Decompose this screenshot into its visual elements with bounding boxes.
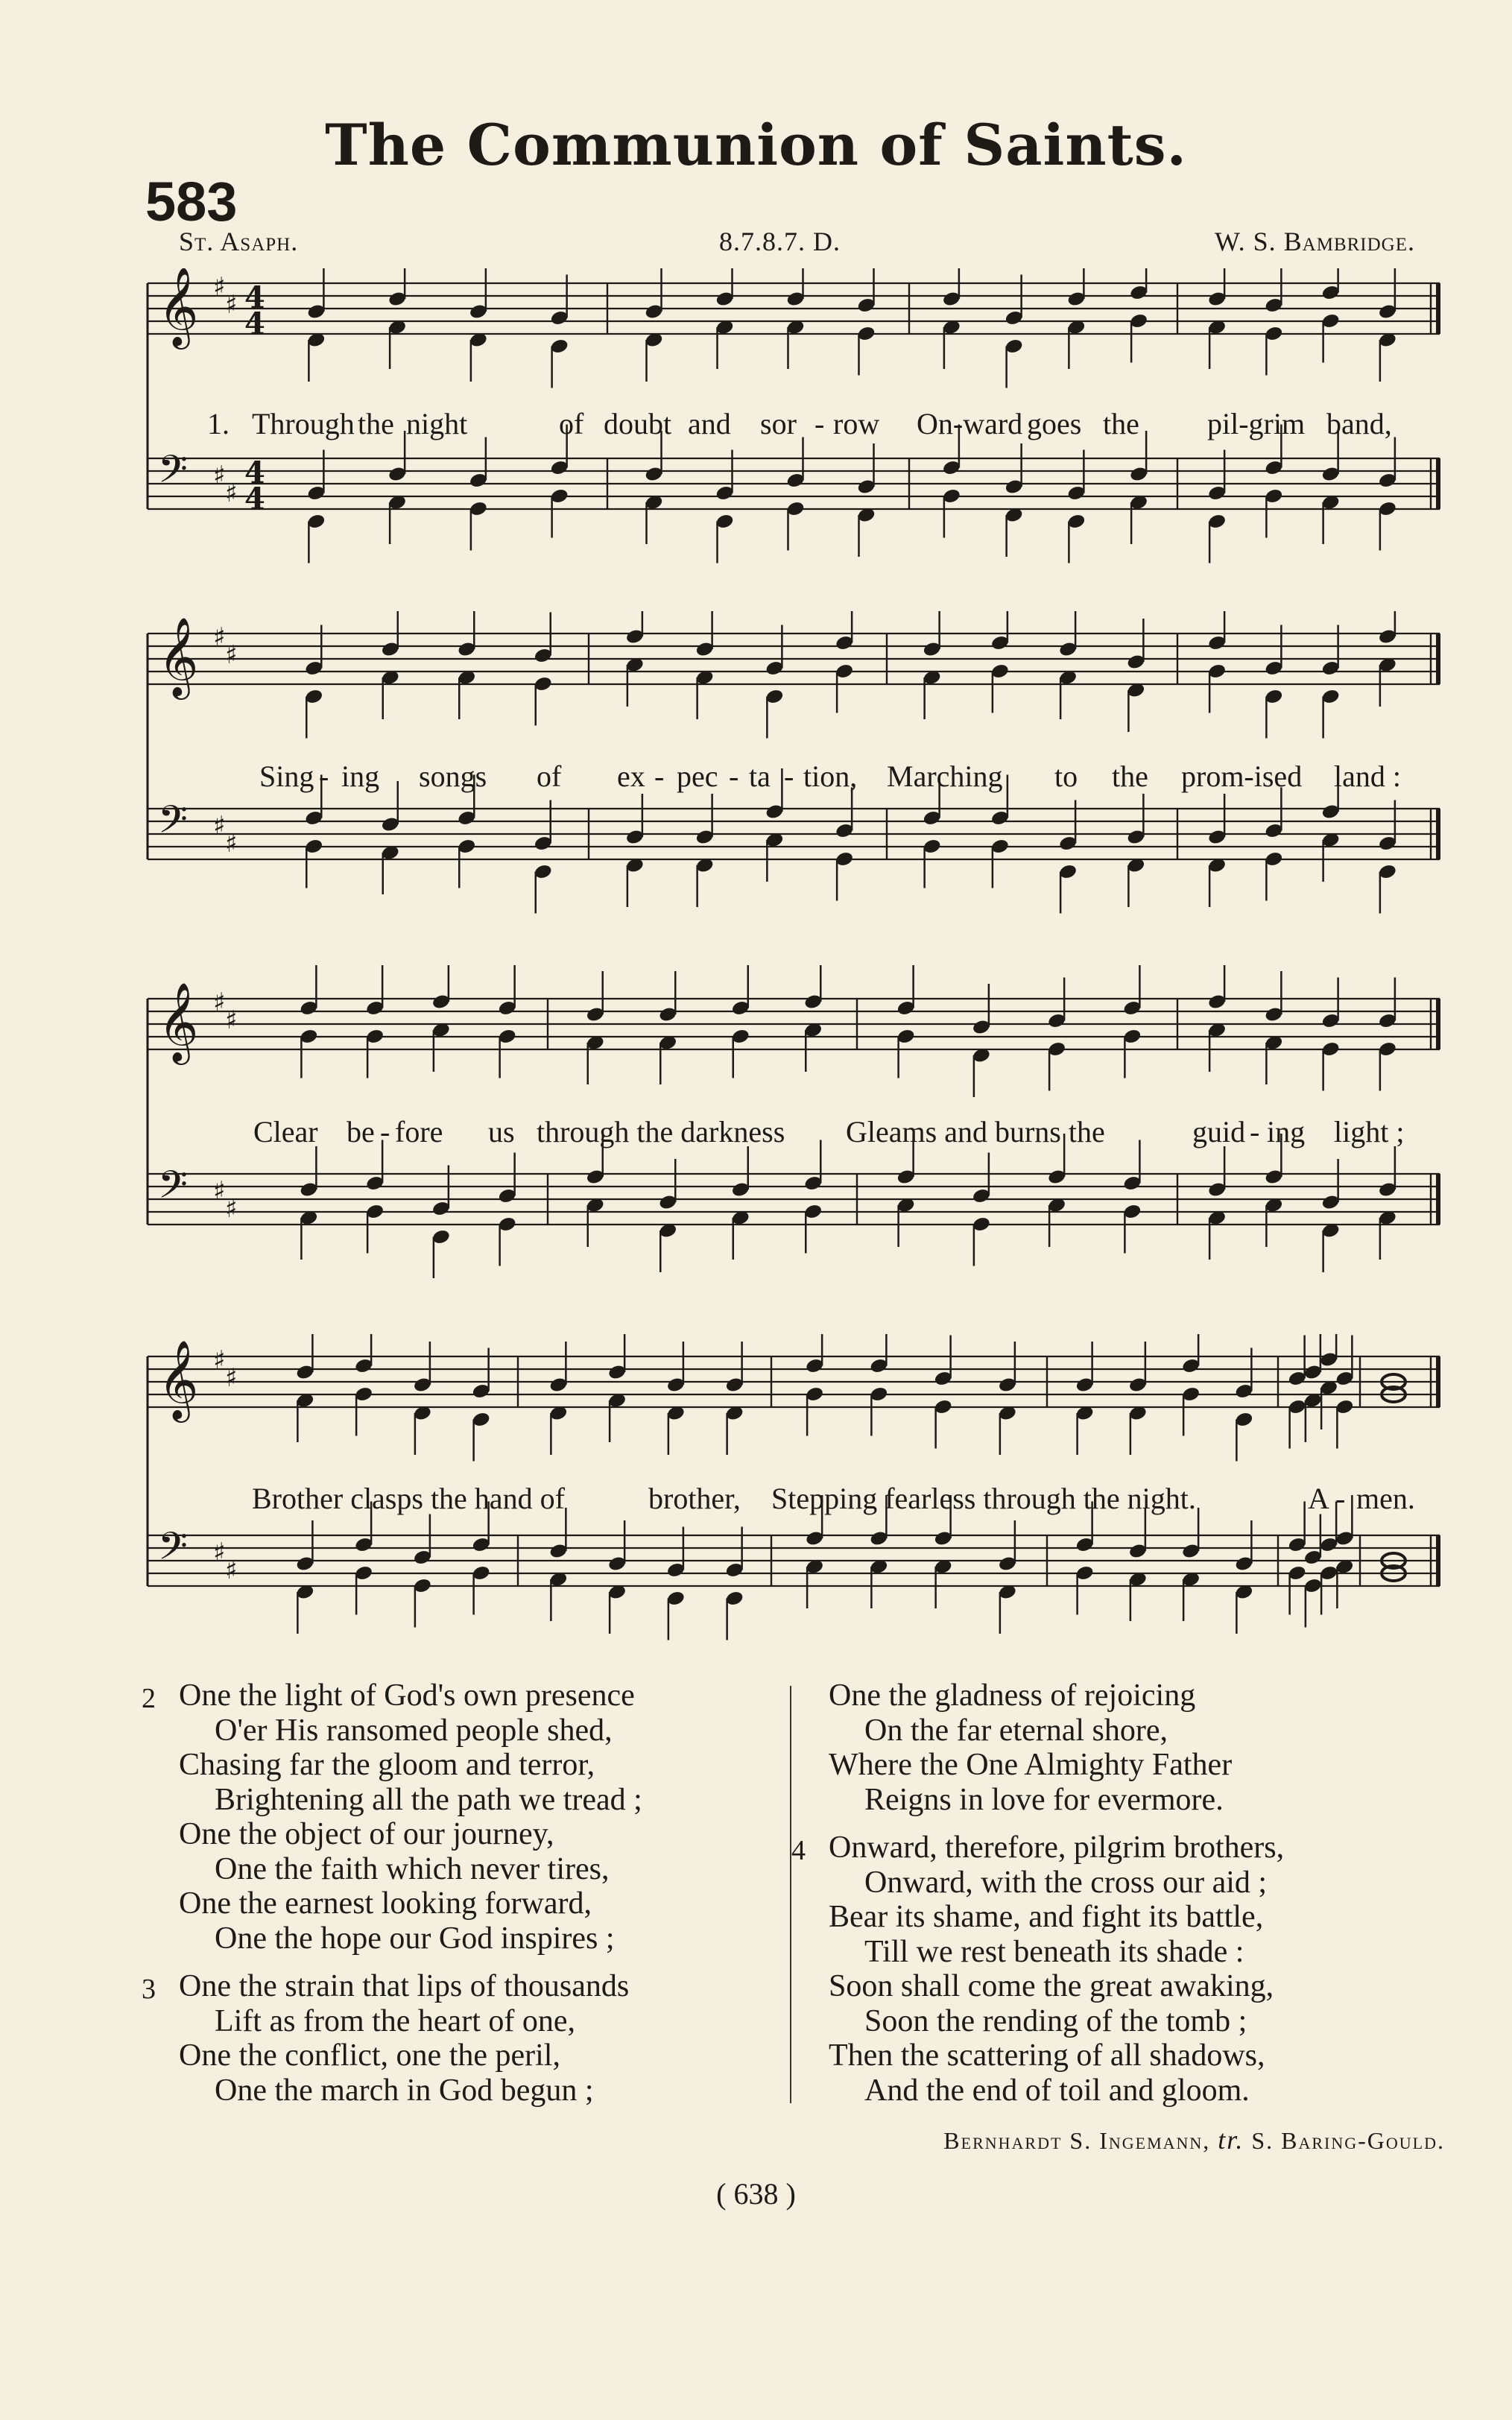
- lyric-syllable: goes: [1027, 407, 1082, 440]
- verse-number: 1.: [207, 407, 230, 440]
- lyric-syllable: sor: [760, 407, 797, 440]
- lyric-syllable: Sing: [259, 759, 314, 793]
- sharp-icon: ♯: [213, 988, 226, 1017]
- verse-line: Bear its shame, and fight its battle,: [829, 1900, 1264, 1934]
- stanza-3-continued: [791, 1678, 1462, 1817]
- page-number: ( 638 ): [716, 2177, 796, 2211]
- treble-clef-icon: 𝄞: [158, 1339, 199, 1419]
- verse-line: One the hope our God inspires ;: [215, 1921, 615, 1956]
- verse-line: One the object of our journey,: [179, 1817, 554, 1851]
- treble-staff: [148, 965, 1440, 1097]
- sharp-icon: ♯: [213, 461, 226, 490]
- verse-line: One the faith which never tires,: [215, 1851, 610, 1886]
- sharp-icon: ♯: [225, 478, 238, 508]
- lyric-syllable: Through: [252, 407, 355, 440]
- sharp-icon: ♯: [213, 811, 226, 841]
- verse-line: And the end of toil and gloom.: [864, 2073, 1250, 2108]
- lyric-syllable: the: [1112, 759, 1148, 793]
- treble-staff: [148, 268, 1440, 388]
- verse-line: Chasing far the gloom and terror,: [179, 1748, 595, 1782]
- lyric-syllable: brother,: [648, 1482, 741, 1515]
- hymn-number: 583: [145, 171, 238, 233]
- lyric-syllable: tion,: [803, 759, 858, 793]
- lyric-syllable: -: [729, 759, 739, 793]
- verse-line: One the gladness of rejoicing: [829, 1678, 1196, 1713]
- meter: 8.7.8.7. D.: [719, 227, 841, 256]
- verse-line: One the strain that lips of thousands: [179, 1969, 630, 2003]
- lyric-syllable: to: [1054, 759, 1078, 793]
- lyric-syllable: Gleams and burns the: [846, 1115, 1105, 1149]
- lyric-syllable: -: [1335, 1482, 1346, 1515]
- treble-staff: [148, 611, 1440, 739]
- lyric-syllable: Brother clasps the hand of: [252, 1482, 565, 1515]
- verse-line: Reigns in love for evermore.: [864, 1782, 1224, 1817]
- music-system-1: [142, 268, 1446, 581]
- lyric-syllable: us: [488, 1115, 515, 1149]
- lyric-syllable: ta: [749, 759, 771, 793]
- verse-line: Then the scattering of all shadows,: [829, 2038, 1265, 2073]
- lyric-syllable: through the darkness: [537, 1115, 785, 1149]
- verse-line: Soon the rending of the tomb ;: [864, 2003, 1247, 2038]
- treble-clef-icon: 𝄞: [158, 616, 199, 696]
- lyric-syllable: Clear: [253, 1115, 318, 1149]
- lyric-syllable: ing: [1267, 1115, 1306, 1149]
- composer: W. S. Bambridge.: [1214, 227, 1415, 256]
- lyric-syllable: pec: [677, 759, 718, 793]
- lyric-syllable: guid: [1192, 1115, 1246, 1149]
- lyric-syllable: A: [1308, 1482, 1329, 1515]
- verse-line: One the light of God's own presence: [179, 1678, 635, 1713]
- stanza-number: 4: [791, 1835, 806, 1866]
- lyric-line-2: [142, 759, 1446, 796]
- stanza-number: 3: [142, 1974, 156, 2005]
- verse-line: Where the One Almighty Father: [829, 1748, 1233, 1782]
- lyric-syllable: ex: [617, 759, 645, 793]
- time-signature-icon: 4: [244, 455, 265, 490]
- lyric-syllable: the: [358, 407, 394, 440]
- sharp-icon: ♯: [225, 1005, 238, 1035]
- verse-line: Soon shall come the great awaking,: [829, 1969, 1274, 2003]
- verse-line: Lift as from the heart of one,: [215, 2003, 575, 2038]
- verse-line: Onward, therefore, pilgrim brothers,: [829, 1830, 1285, 1865]
- lyric-syllable: and: [688, 407, 731, 440]
- lyric-syllable: fore: [395, 1115, 443, 1149]
- lyric-syllable: be: [347, 1115, 375, 1149]
- verses-right-column: [791, 1678, 1462, 2121]
- lyric-syllable: night: [406, 407, 468, 440]
- bass-staff: [148, 425, 1440, 563]
- verse-line: Brightening all the path we tread ;: [215, 1782, 642, 1817]
- lyric-syllable: doubt: [604, 407, 672, 440]
- bass-clef-icon: 𝄢: [158, 1523, 188, 1578]
- verse-line: O'er His ransomed people shed,: [215, 1713, 613, 1748]
- sharp-icon: ♯: [225, 640, 238, 670]
- music-system-2: [142, 611, 1446, 924]
- attribution: [943, 2124, 1445, 2155]
- hymn-section-title: The Communion of Saints.: [325, 112, 1187, 178]
- verse-line: Till we rest beneath its shade :: [864, 1934, 1244, 1969]
- music-system-3: [142, 965, 1446, 1278]
- verse-line: One the earnest looking forward,: [179, 1886, 592, 1921]
- lyric-syllable: -: [319, 759, 329, 793]
- sharp-icon: ♯: [213, 1176, 226, 1206]
- stanza-number: 2: [142, 1683, 156, 1714]
- lyric-syllable: of: [537, 759, 562, 793]
- bass-staff: [148, 1134, 1440, 1278]
- verse-line: One the march in God begun ;: [215, 2073, 594, 2108]
- translator-name: S. Baring-Gould.: [1251, 2127, 1445, 2154]
- treble-clef-icon: 𝄞: [158, 982, 199, 1061]
- lyric-syllable: light ;: [1334, 1115, 1405, 1149]
- time-signature-icon: 4: [244, 481, 265, 516]
- sharp-icon: ♯: [213, 1538, 226, 1567]
- lyric-syllable: of: [559, 407, 584, 440]
- music-system-4: [142, 1334, 1446, 1662]
- lyric-syllable: ing: [341, 759, 380, 793]
- bass-clef-icon: 𝄢: [158, 797, 188, 851]
- author-name: Bernhardt S. Ingemann,: [943, 2127, 1211, 2154]
- lyric-syllable: men.: [1356, 1482, 1415, 1515]
- sharp-icon: ♯: [225, 290, 238, 320]
- lyric-syllable: pil-grim: [1207, 407, 1306, 440]
- verse-line: On the far eternal shore,: [864, 1713, 1168, 1748]
- lyric-syllable: prom-ised: [1181, 759, 1303, 793]
- lyric-syllable: Stepping fearless through the night.: [771, 1482, 1196, 1515]
- lyric-syllable: -: [654, 759, 665, 793]
- bass-clef-icon: 𝄢: [158, 446, 188, 501]
- lyric-line-3: [142, 1114, 1446, 1151]
- lyric-line-1: [142, 406, 1446, 443]
- lyric-syllable: songs: [419, 759, 487, 793]
- lyric-syllable: Marching: [887, 759, 1003, 793]
- time-signature-icon: 4: [244, 306, 265, 341]
- lyric-syllable: -: [380, 1115, 390, 1149]
- lyric-syllable: -: [784, 759, 794, 793]
- lyric-syllable: row: [833, 407, 880, 440]
- sharp-icon: ♯: [225, 1555, 238, 1585]
- time-signature-icon: 4: [244, 280, 265, 315]
- sharp-icon: ♯: [225, 1363, 238, 1393]
- sharp-icon: ♯: [213, 622, 226, 652]
- verse-line: Onward, with the cross our aid ;: [864, 1865, 1268, 1900]
- sharp-icon: ♯: [213, 1345, 226, 1375]
- verses-left-column: [142, 1678, 782, 2121]
- lyric-syllable: the: [1103, 407, 1139, 440]
- stanza-2: [142, 1678, 782, 1956]
- lyric-syllable: -: [814, 407, 825, 440]
- lyric-syllable: -: [1250, 1115, 1260, 1149]
- lyric-syllable: band,: [1326, 407, 1392, 440]
- sharp-icon: ♯: [225, 1194, 238, 1224]
- lyric-line-4: [142, 1481, 1446, 1518]
- treble-clef-icon: 𝄞: [158, 268, 199, 346]
- translated-by-label: tr.: [1218, 2125, 1244, 2155]
- lyric-syllable: land :: [1334, 759, 1401, 793]
- verse-line: One the conflict, one the peril,: [179, 2038, 560, 2073]
- sharp-icon: ♯: [225, 829, 238, 859]
- bass-clef-icon: 𝄢: [158, 1162, 188, 1216]
- lyric-syllable: On-ward: [917, 407, 1023, 440]
- stanza-3: [142, 1969, 782, 2108]
- stanza-4: [791, 1830, 1462, 2108]
- verses-block: [142, 1678, 1461, 2118]
- tune-name: St. Asaph.: [179, 227, 299, 256]
- treble-staff: [148, 1334, 1440, 1462]
- sharp-icon: ♯: [213, 272, 226, 302]
